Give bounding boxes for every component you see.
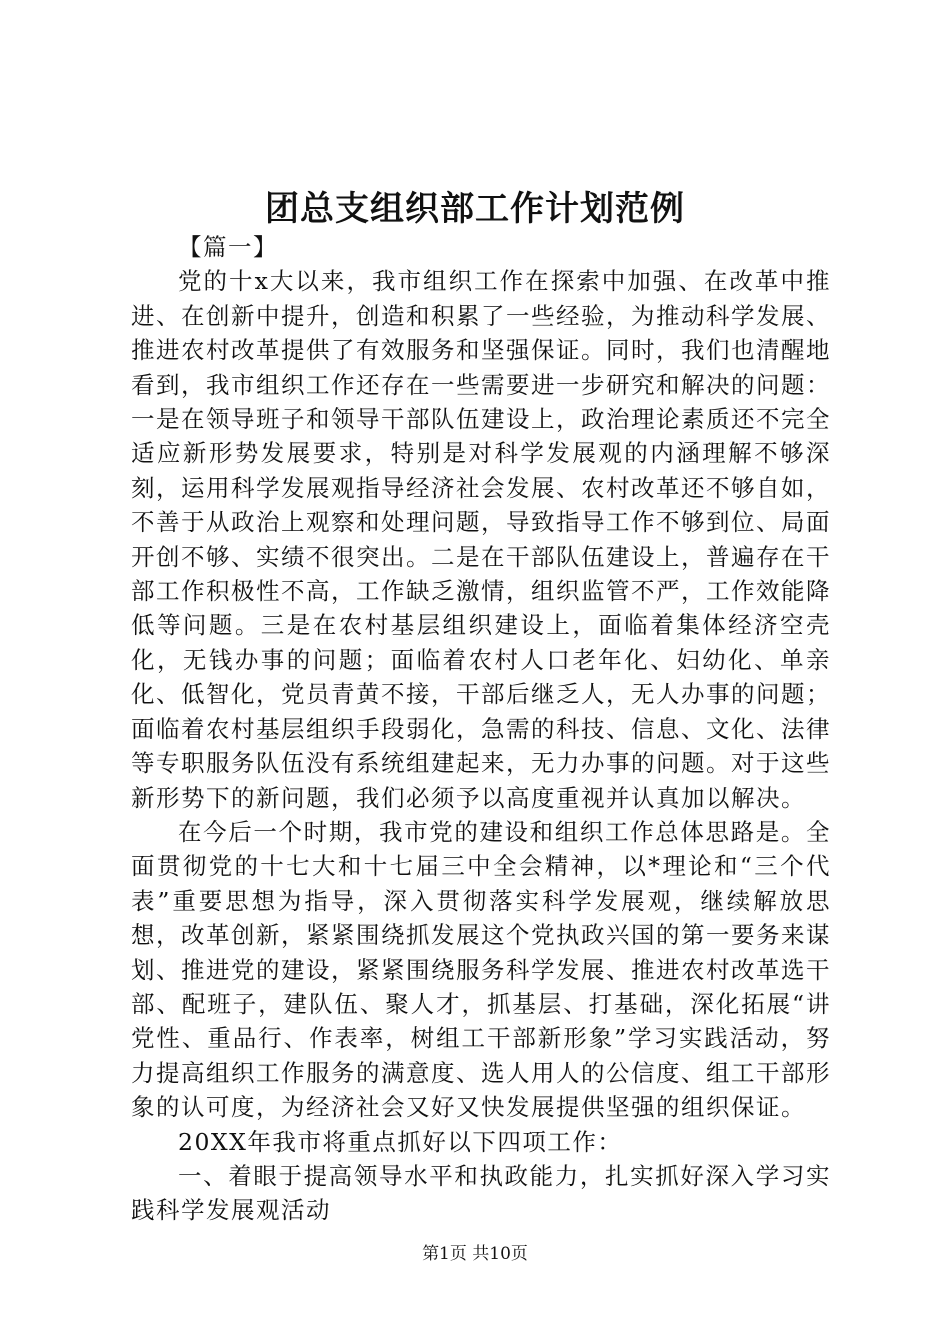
page-footer: 第1页 共10页: [422, 1244, 528, 1264]
document-title: 团总支组织部工作计划范例: [265, 189, 685, 229]
section-label: 【篇一】: [178, 233, 278, 261]
paragraph-4: 一、着眼于提高领导水平和执政能力，扎实抓好深入学习实践科学发展观活动: [131, 1161, 831, 1225]
document-body: [131, 230, 831, 1228]
paragraph-3: 20XX年我市将重点抓好以下四项工作：: [178, 1127, 623, 1156]
paragraph-2: 在今后一个时期，我市党的建设和组织工作总体思路是。全面贯彻党的十七大和十七届三中全会精神，以*理论和“三个代表”重要思想为指导，深入贯彻落实科学发展观，继续解放思想，改革创新，紧紧围绕抓发展这个党执政兴国的第一要务来谋划、推进党的建设，紧紧围绕服务科学发展、推进农村改革选干部、配班子，建队伍、聚人才，抓基层、打基础，深化拓展“讲党性、重品行、作表率，树组工干部新形象”学习实践活动，努力提高组织工作服务的满意度、选人用人的公信度、组工干部形象的认可度，为经济社会又好又快发展提供坚强的组织保证。: [131, 817, 831, 1122]
paragraph-1: 党的十x大以来，我市组织工作在探索中加强、在改革中推进、在创新中提升，创造和积累了一些经验，为推动科学发展、推进农村改革提供了有效服务和坚强保证。同时，我们也清醒地看到，我市组织工作还存在一些需要进一步研究和解决的问题：一是在领导班子和领导干部队伍建设上，政治理论素质还不完全适应新形势发展要求，特别是对科学发展观的内涵理解不够深刻，运用科学发展观指导经济社会发展、农村改革还不够自如，不善于从政治上观察和处理问题，导致指导工作不够到位、局面开创不够、实绩不很突出。二是在干部队伍建设上，普遍存在干部工作积极性不高，工作缺乏激情，组织监管不严，工作效能降低等问题。三是在农村基层组织建设上，面临着集体经济空壳化，无钱办事的问题；面临着农村人口老年化、妇幼化、单亲化、低智化，党员青黄不接，干部后继乏人，无人办事的问题；面临着农村基层组织手段弱化，急需的科技、信息、文化、法律等专职服务队伍没有系统组建起来，无力办事的问题。对于这些新形势下的新问题，我们必须予以高度重视并认真加以解决。: [131, 267, 831, 812]
